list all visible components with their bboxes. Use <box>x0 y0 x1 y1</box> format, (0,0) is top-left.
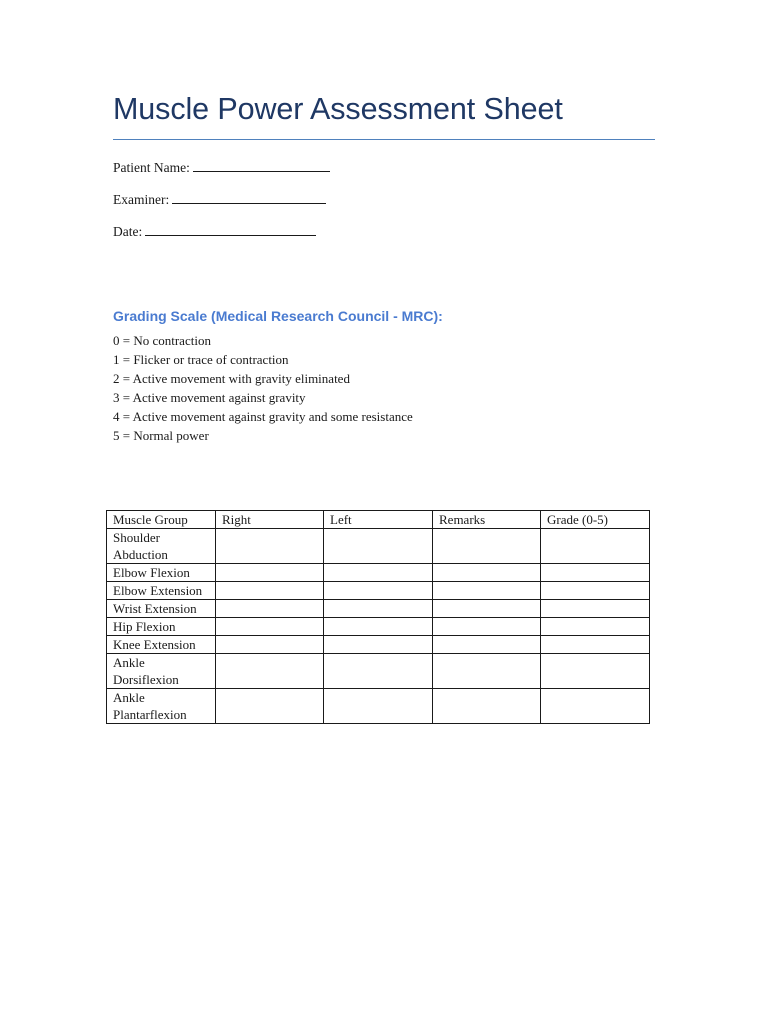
remarks-cell[interactable] <box>433 689 541 724</box>
table-header-row <box>107 511 650 529</box>
left-cell[interactable] <box>324 564 433 582</box>
header-remarks: Remarks <box>433 511 541 529</box>
muscle-group-cell: Knee Extension <box>107 636 216 654</box>
date-label: Date: <box>113 224 143 239</box>
grade-item: 1 = Flicker or trace of contraction <box>113 352 289 367</box>
grade-item: 2 = Active movement with gravity eliminated <box>113 371 350 386</box>
header-grade: Grade (0-5) <box>541 511 650 529</box>
page-title: Muscle Power Assessment Sheet <box>113 92 563 126</box>
table-row <box>107 636 650 654</box>
title-divider <box>113 139 655 140</box>
remarks-cell[interactable] <box>433 564 541 582</box>
patient-name-label: Patient Name: <box>113 160 190 175</box>
grading-scale-list <box>113 331 413 445</box>
left-cell[interactable] <box>324 636 433 654</box>
grade-item: 0 = No contraction <box>113 333 211 348</box>
grade-item: 4 = Active movement against gravity and some resistance <box>113 409 413 424</box>
patient-name-blank[interactable] <box>193 161 330 172</box>
grading-scale-heading: Grading Scale (Medical Research Council - MRC): <box>113 308 443 324</box>
muscle-group-cell: Wrist Extension <box>107 600 216 618</box>
table-row <box>107 582 650 600</box>
examiner-blank[interactable] <box>172 193 326 204</box>
table-row <box>107 529 650 564</box>
remarks-cell[interactable] <box>433 636 541 654</box>
right-cell[interactable] <box>216 529 324 564</box>
date-blank[interactable] <box>145 225 316 236</box>
grade-cell[interactable] <box>541 636 650 654</box>
right-cell[interactable] <box>216 689 324 724</box>
examiner-field <box>113 192 326 212</box>
grade-cell[interactable] <box>541 582 650 600</box>
left-cell[interactable] <box>324 582 433 600</box>
right-cell[interactable] <box>216 636 324 654</box>
right-cell[interactable] <box>216 582 324 600</box>
remarks-cell[interactable] <box>433 600 541 618</box>
date-field <box>113 224 316 244</box>
remarks-cell[interactable] <box>433 618 541 636</box>
right-cell[interactable] <box>216 564 324 582</box>
table-row <box>107 654 650 689</box>
table-row <box>107 618 650 636</box>
grade-cell[interactable] <box>541 564 650 582</box>
patient-name-field <box>113 160 330 180</box>
header-left: Left <box>324 511 433 529</box>
right-cell[interactable] <box>216 600 324 618</box>
table-row <box>107 600 650 618</box>
grade-item: 3 = Active movement against gravity <box>113 390 306 405</box>
grade-item: 5 = Normal power <box>113 428 209 443</box>
left-cell[interactable] <box>324 618 433 636</box>
muscle-group-cell: Elbow Flexion <box>107 564 216 582</box>
remarks-cell[interactable] <box>433 529 541 564</box>
muscle-assessment-table <box>106 510 650 724</box>
muscle-group-cell: Ankle Plantarflexion <box>107 689 216 724</box>
grade-cell[interactable] <box>541 689 650 724</box>
grade-cell[interactable] <box>541 600 650 618</box>
muscle-group-cell: Elbow Extension <box>107 582 216 600</box>
examiner-label: Examiner: <box>113 192 170 207</box>
right-cell[interactable] <box>216 618 324 636</box>
header-muscle-group: Muscle Group <box>107 511 216 529</box>
left-cell[interactable] <box>324 654 433 689</box>
grade-cell[interactable] <box>541 618 650 636</box>
left-cell[interactable] <box>324 529 433 564</box>
remarks-cell[interactable] <box>433 654 541 689</box>
table-row <box>107 564 650 582</box>
grade-cell[interactable] <box>541 654 650 689</box>
table-row <box>107 689 650 724</box>
left-cell[interactable] <box>324 600 433 618</box>
muscle-group-cell: Hip Flexion <box>107 618 216 636</box>
grade-cell[interactable] <box>541 529 650 564</box>
header-right: Right <box>216 511 324 529</box>
remarks-cell[interactable] <box>433 582 541 600</box>
muscle-group-cell: Shoulder Abduction <box>107 529 216 564</box>
muscle-group-cell: Ankle Dorsiflexion <box>107 654 216 689</box>
left-cell[interactable] <box>324 689 433 724</box>
right-cell[interactable] <box>216 654 324 689</box>
